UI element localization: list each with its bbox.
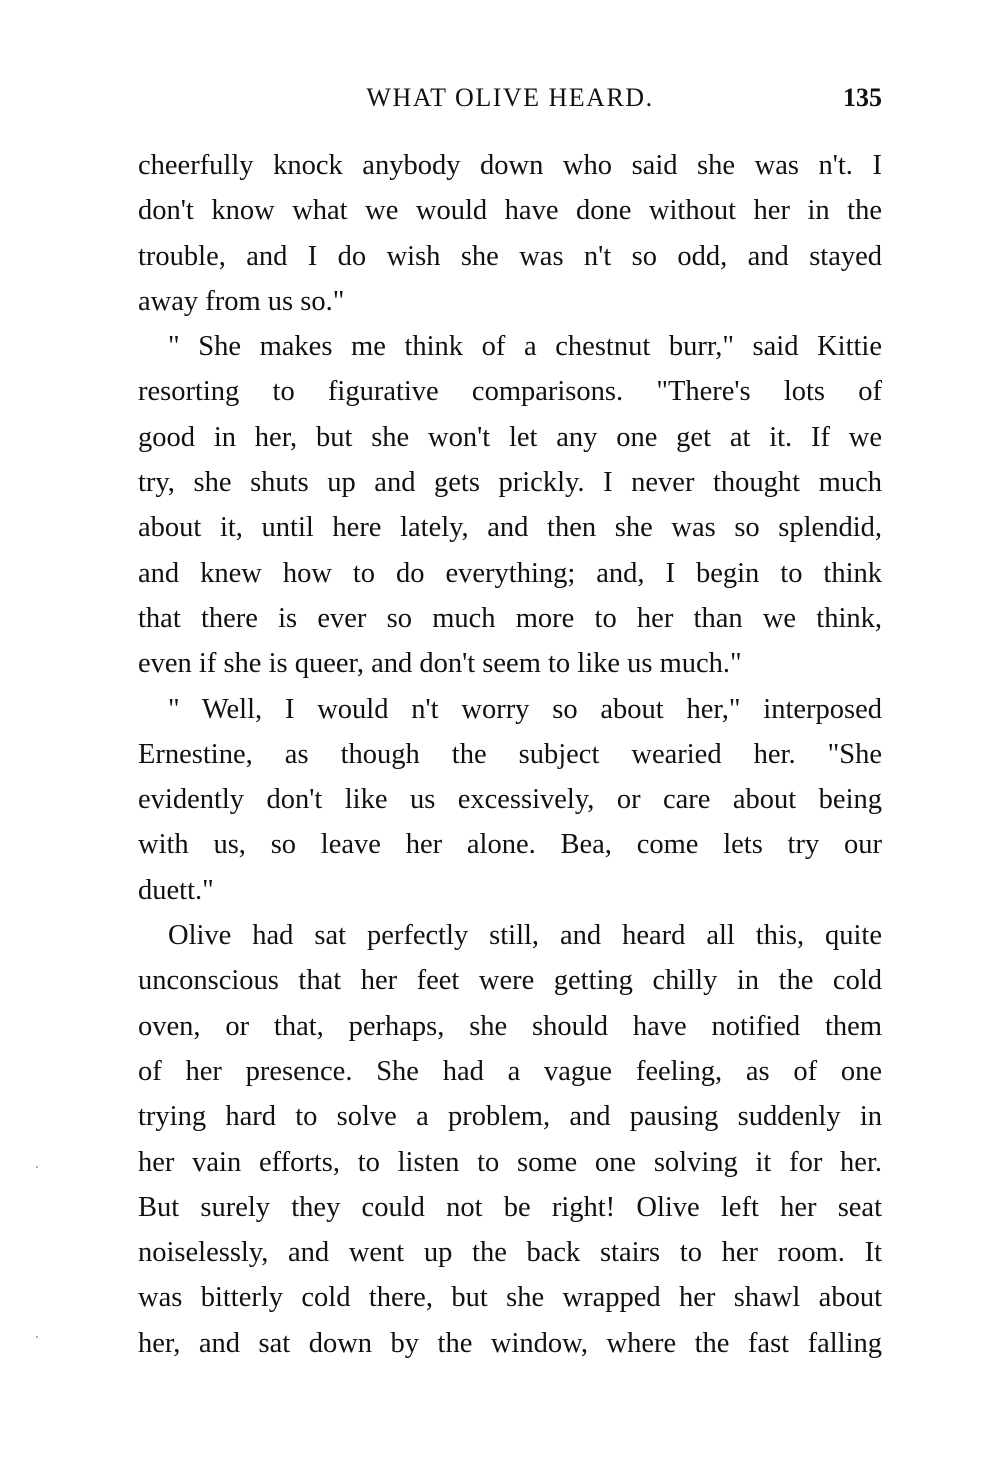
text-line: that there is ever so much more to her than we think, <box>138 602 882 634</box>
text-line: cheerfully knock anybody down who said she was n't. I <box>138 150 882 181</box>
text-line: Ernestine, as though the subject wearied her. "She <box>138 738 882 770</box>
text-line: her, and sat down by the window, where the fast falling <box>138 1327 882 1359</box>
text-line: oven, or that, perhaps, she should have notified them <box>138 1010 882 1042</box>
paper-speck <box>36 1166 38 1168</box>
text-line: was bitterly cold there, but she wrapped her shawl about <box>138 1282 882 1314</box>
text-line: " Well, I would n't worry so about her," interposed <box>168 693 882 725</box>
text-line: with us, so leave her alone. Bea, come lets try our <box>138 829 882 861</box>
text-line: about it, until here lately, and then she was so splendid, <box>138 512 882 544</box>
text-line: of her presence. She had a vague feeling, as of one <box>138 1055 882 1087</box>
text-line: Olive had sat perfectly still, and heard all this, quite <box>168 920 882 952</box>
text-line: try, she shuts up and gets prickly. I never thought much <box>138 467 882 499</box>
running-title: WHAT OLIVE HEARD. <box>366 83 654 112</box>
text-line: away from us so." <box>138 285 345 317</box>
page-number: 135 <box>843 83 882 112</box>
text-line: noiselessly, and went up the back stairs to her room. It <box>138 1237 882 1269</box>
text-line: " She makes me think of a chestnut burr," said Kittie <box>168 331 882 363</box>
page-header <box>138 78 882 118</box>
text-line: and knew how to do everything; and, I begin to think <box>138 557 882 589</box>
text-line: good in her, but she won't let any one get at it. If we <box>138 421 882 453</box>
text-line: even if she is queer, and don't seem to like us much." <box>138 648 742 680</box>
text-line: duett." <box>138 874 214 906</box>
text-line: trying hard to solve a problem, and pausing suddenly in <box>138 1101 882 1133</box>
text-line: But surely they could not be right! Olive left her seat <box>138 1191 882 1223</box>
text-line: her vain efforts, to listen to some one solving it for her. <box>138 1146 882 1178</box>
text-line: trouble, and I do wish she was n't so odd, and stayed <box>138 240 882 272</box>
text-line: evidently don't like us excessively, or care about being <box>138 784 882 816</box>
paper-speck <box>36 1336 38 1338</box>
text-line: don't know what we would have done without her in the <box>138 195 882 227</box>
text-line: resorting to figurative comparisons. "There's lots of <box>138 376 882 408</box>
body-text <box>138 143 882 1366</box>
text-line: unconscious that her feet were getting chilly in the cold <box>138 965 882 997</box>
